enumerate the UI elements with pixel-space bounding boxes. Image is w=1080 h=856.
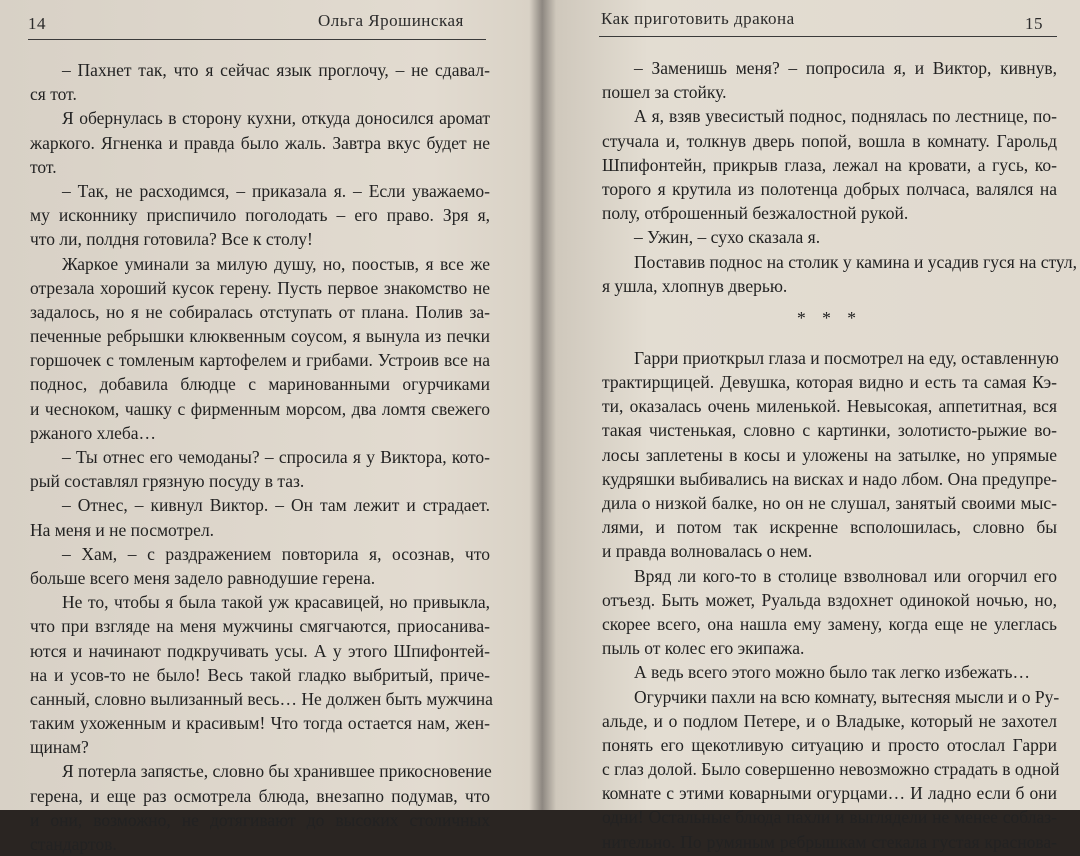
- text-line: альде, и о подлом Петере, и о Владыке, который не захотел: [602, 710, 1057, 731]
- text-line: тот.: [30, 156, 57, 177]
- text-line: понять его щекотливую ситуацию и просто отослал Гарри: [602, 734, 1057, 755]
- header-rule: [28, 39, 486, 40]
- page-text: [30, 58, 493, 856]
- text-line: печенные ребрышки клюквенным соусом, я вынула из печки: [30, 326, 490, 347]
- text-line: ются и начинают подкручивать усы. А у этого Шпифонтей-: [30, 640, 490, 661]
- text-line: скорее всего, она нашла ему замену, когда еще не улеглась: [602, 613, 1057, 634]
- text-line: больше всего меня задело равнодушие герена.: [30, 567, 376, 588]
- text-line: ржаного хлеба…: [30, 422, 157, 443]
- text-line: Я потерла запястье, словно бы хранившее прикосновение: [62, 761, 492, 782]
- running-header-title: Как приготовить дракона: [601, 9, 795, 28]
- text-line: поднос, добавила блюдце с маринованными огурчиками: [30, 374, 490, 395]
- text-line: лосы заплетены в косы и уложены на затылке, но упрямые: [602, 444, 1057, 465]
- text-line: отрезала хороший кусок герену. Пусть первое знакомство не: [30, 277, 490, 298]
- text-line: стандартов.: [30, 834, 117, 854]
- text-line: Гарри приоткрыл глаза и посмотрел на еду, оставленную: [634, 347, 1059, 368]
- text-line: отъезд. Быть может, Руальда вздохнет одинокой ночью, но,: [602, 589, 1057, 610]
- text-line: – Хам, – с раздражением повторила я, осознав, что: [62, 543, 490, 564]
- text-line: – Отнес, – кивнул Виктор. – Он там лежит и страдает.: [62, 495, 490, 516]
- text-line: Я обернулась в сторону кухни, откуда доносился аромат: [62, 108, 490, 129]
- text-line: лями, и потом так искренне всполошилась, словно бы: [602, 517, 1057, 538]
- text-line: щинам?: [30, 737, 89, 758]
- text-line: Поставив поднос на столик у камина и усадив гуся на стул,: [634, 251, 1078, 272]
- text-line: горшочек с томленым картофелем и грибами. Устроив все на: [30, 350, 490, 371]
- text-line: такая чистенькая, словно с картинки, золотисто-рыжие во-: [602, 420, 1057, 441]
- text-line: санный, словно вылизанный весь… Не должен быть мужчина: [30, 688, 493, 709]
- page-number: 14: [28, 14, 46, 33]
- page-number: 15: [1025, 14, 1043, 33]
- text-line: и они, возможно, не дотягивают до высоких столичных: [30, 809, 490, 830]
- text-line: и чесноком, чашку с фирменным морсом, два ломтя свежего: [30, 398, 490, 419]
- text-line: герена, и еще раз осмотрела блюда, внезапно подумав, что: [30, 785, 490, 806]
- text-line: пыль от колес его экипажа.: [602, 638, 805, 659]
- text-line: нительно. По румяным ребрышкам стекала густая краснова-: [602, 831, 1057, 852]
- text-line: Шпифонтейн, прикрыв глаза, лежал на кровати, а гусь, ко-: [602, 154, 1057, 175]
- text-line: – Ужин, – сухо сказала я.: [634, 227, 821, 248]
- running-header-author: Ольга Ярошинская: [318, 11, 464, 30]
- right-page: [547, 0, 1080, 852]
- text-line: и правда волновалась о нем.: [602, 541, 813, 562]
- text-line: таким ухоженным и красивым! Что тогда остается нам, жен-: [30, 713, 490, 734]
- text-line: – Пахнет так, что я сейчас язык проглочу, – не сдавал-: [62, 60, 490, 80]
- text-line: стучала и, толкнув дверь попой, вошла в комнату. Гарольд: [602, 130, 1057, 151]
- text-line: комнате с этими коварными огурцами… И ладно если б они: [602, 783, 1057, 804]
- text-line: А я, взяв увесистый поднос, поднялась по лестнице, по-: [634, 106, 1057, 127]
- text-line: рый составлял грязную посуду в таз.: [30, 471, 305, 492]
- text-line: Вряд ли кого-то в столице взволновал или огорчил его: [634, 565, 1057, 586]
- text-line: жаркого. Ягненка и правда было жаль. Завтра вкус будет не: [30, 132, 490, 153]
- text-line: кудряшки выбивались на висках и надо лбом. Она предупре-: [602, 468, 1057, 489]
- text-line: му исконнику приспичило поголодать – его право. Зря я,: [30, 205, 490, 226]
- text-line: на и усов-то не было! Весь такой гладко выбритый, приче-: [30, 664, 490, 685]
- header-rule: [599, 36, 1057, 37]
- section-separator: * * *: [797, 307, 862, 328]
- text-line: – Так, не расходимся, – приказала я. – Если уважаемо-: [62, 180, 490, 201]
- text-line: задалось, но я не собиралась отступать от плана. Полив за-: [30, 301, 490, 322]
- text-line: с глаз долой. Было совершенно невозможно страдать в одной: [602, 759, 1060, 780]
- text-line: что ли, полдня готовила? Все к столу!: [30, 229, 313, 250]
- text-line: А ведь всего этого можно было так легко избежать…: [634, 662, 1030, 683]
- text-line: дила о низкой балке, но он не слушал, занятый своими мыс-: [602, 493, 1057, 513]
- text-line: я ушла, хлопнув дверью.: [602, 275, 788, 296]
- text-line: трактирщицей. Девушка, которая видно и есть та самая Кэ-: [602, 372, 1057, 393]
- text-line: что при взгляде на меня мужчины смягчаются, приосанива-: [30, 616, 490, 637]
- text-line: Не то, чтобы я была такой уж красавицей, но привыкла,: [62, 592, 490, 613]
- text-line: ся тот.: [30, 84, 77, 105]
- text-line: торого я крутила из полотенца добрых полчаса, валялся на: [602, 178, 1057, 199]
- text-line: На меня и не посмотрел.: [30, 519, 215, 540]
- text-line: полу, отброшенный безжалостной рукой.: [602, 203, 909, 224]
- text-line: пошел за стойку.: [602, 82, 727, 103]
- left-page: [0, 0, 540, 854]
- text-line: – Ты отнес его чемоданы? – спросила я у Виктора, кото-: [62, 447, 490, 467]
- text-line: одни! Остальные блюда пахли и выглядели не менее соблаз-: [602, 807, 1057, 828]
- text-line: ти, оказалась очень миленькой. Невысокая, аппетитная, вся: [602, 396, 1057, 417]
- page-text: [602, 56, 1078, 854]
- text-line: – Заменишь меня? – попросила я, и Виктор, кивнув,: [634, 58, 1057, 78]
- text-line: Жаркое уминали за милую душу, но, поостыв, я все же: [62, 253, 490, 274]
- text-line: Огурчики пахли на всю комнату, вытесняя мысли и о Ру-: [634, 686, 1060, 707]
